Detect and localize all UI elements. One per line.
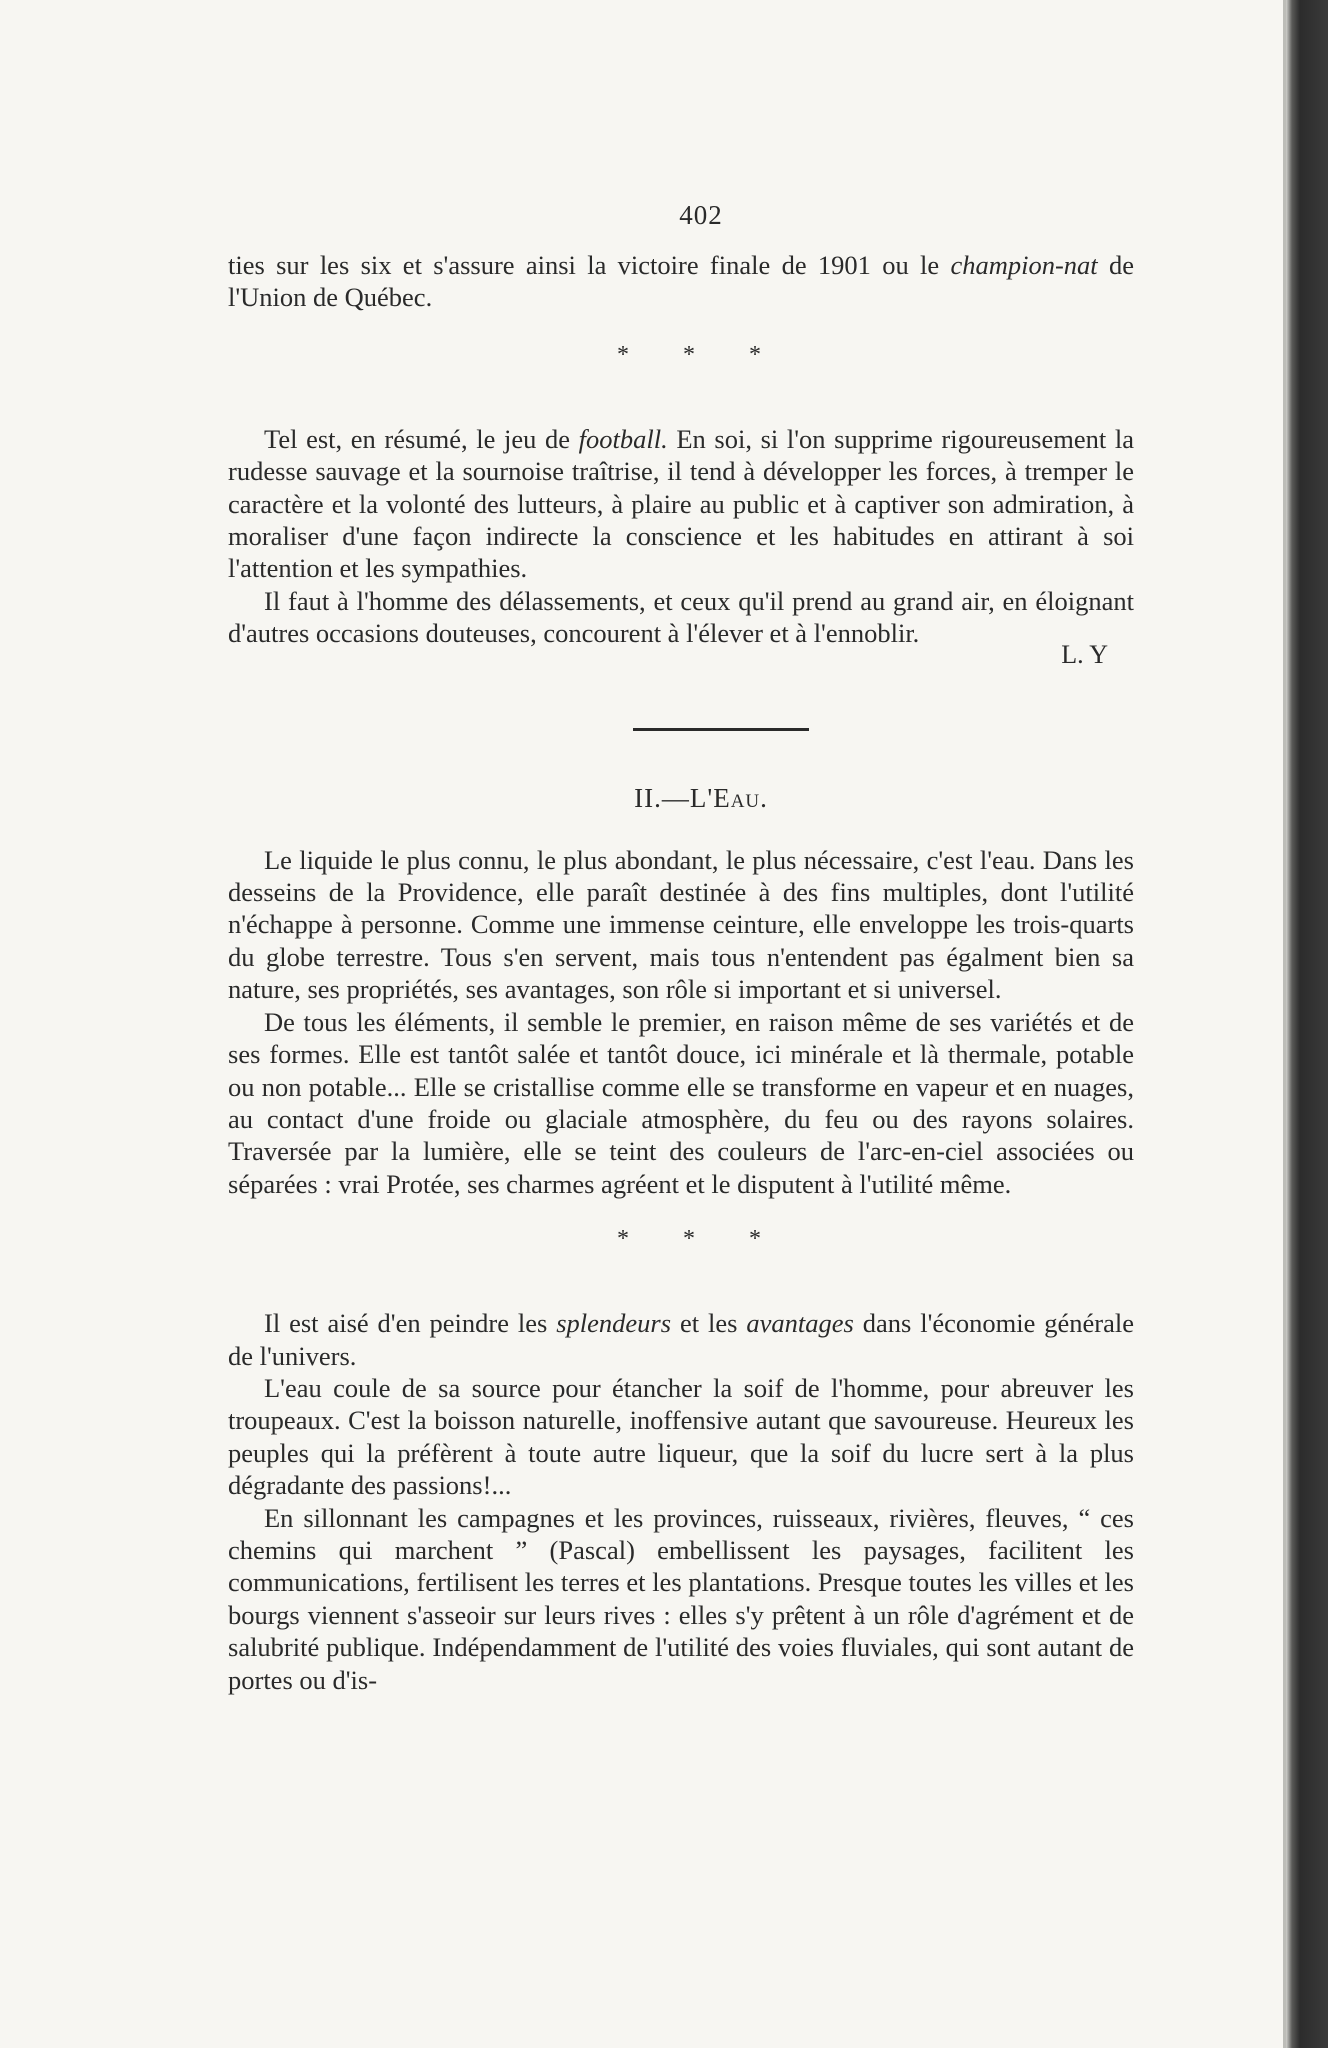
eau-paragraph-5: En sillonnant les campagnes et les provinces, ruisseaux, rivières, fleuves, “ ces chemins qui marchent ” (Pascal) embellissent les paysages, facilitent les communications, fertilisent les terres et les plantations. Presque toutes les villes et les bourgs viennent s'asseoir sur leurs rives : elles s'y prêtent à un rôle d'agrément et de salubrité publique. Indépendamment de l'utilité des voies fluviales, qui sont autant de portes ou d'is- — [228, 1502, 1134, 1695]
eau-3-text-2: et les — [671, 1308, 747, 1339]
section-separator-1: * * * — [617, 341, 785, 368]
page-number: 402 — [679, 200, 723, 230]
eau-paragraph-4: L'eau coule de sa source pour étancher la soif de l'homme, pour abreuver les troupeaux. C'est la boisson naturelle, inoffensive autant que savoureuse. Heureux les peuples qui la préfèrent à toute autre liqueur, que la soif du lucre sert à la plus dégradante des passions!... — [228, 1372, 1134, 1501]
author-signature: L. Y — [1061, 639, 1108, 669]
eau-3-italic-splendeurs: splendeurs — [556, 1308, 672, 1339]
intro-paragraph — [228, 249, 1134, 314]
intro-text-2: de l'Union de Québec. — [228, 250, 1134, 313]
intro-text-1: ties sur les six et s'assure ainsi la victoire finale de 1901 ou le — [228, 250, 951, 280]
football-italic: football. — [578, 423, 668, 454]
intro-italic-championnat: champion-nat — [950, 250, 1098, 280]
section-title-suffix: . — [760, 782, 768, 813]
eau-paragraph-1: Le liquide le plus connu, le plus abondant, le plus nécessaire, c'est l'eau. Dans les desseins de la Providence, elle paraît destinée à des fins multiples, dont l'utilité n'échappe à personne. Comme une immense ceinture, elle enveloppe les trois-quarts du globe terrestre. Tous s'en servent, mais tous n'entendent pas égalment bien sa nature, ses propriétés, ses avantages, son rôle si important et si universel. — [228, 844, 1134, 1005]
eau-3-text-1: Il est aisé d'en peindre les — [264, 1308, 557, 1339]
football-text-2: En soi, si l'on supprime rigoureusement la rudesse sauvage et la sournoise traîtrise, il tend à développer les forces, à tremper le caractère et la volonté des lutteurs, à plaire au public et à captiver son admiration, à moraliser d'une façon indirecte la conscience et les habitudes en attirant à soi l'attention et les sympathies. — [228, 423, 1135, 584]
section-title-word: Eau — [713, 782, 761, 813]
eau-paragraph-2: De tous les éléments, il semble le premier, en raison même de ses variétés et de ses formes. Elle est tantôt salée et tantôt douce, ici minérale et là thermale, potable ou non potable... Elle se cristallise comme elle se transforme en vapeur et en nuages, au contact d'une froide ou glaciale atmosphère, du feu ou des rayons solaires. Traversée par la lumière, elle se teint des couleurs de l'arc-en-ciel associées ou séparées : vrai Protée, ses charmes agréent et le disputent à l'utilité même. — [228, 1006, 1134, 1199]
section-separator-2: * * * — [617, 1226, 785, 1253]
football-paragraph-1 — [228, 423, 1134, 585]
page-content — [228, 200, 1134, 1696]
eau-paragraph-3 — [228, 1307, 1134, 1372]
page-edge — [1286, 0, 1328, 2048]
football-text-1: Tel est, en résumé, le jeu de — [264, 423, 579, 454]
football-paragraph-2: Il faut à l'homme des délassements, et ceux qu'il prend au grand air, en éloignant d'autres occasions douteuses, concourent à l'élever et à l'ennoblir. — [228, 585, 1134, 649]
section-divider-rule — [633, 728, 809, 731]
eau-3-text-3: dans l'économie générale de l'univers. — [228, 1308, 1135, 1371]
eau-3-italic-avantages: avantages — [746, 1308, 854, 1339]
section-title-prefix: II.—L' — [634, 782, 714, 813]
section-title — [268, 783, 1134, 814]
